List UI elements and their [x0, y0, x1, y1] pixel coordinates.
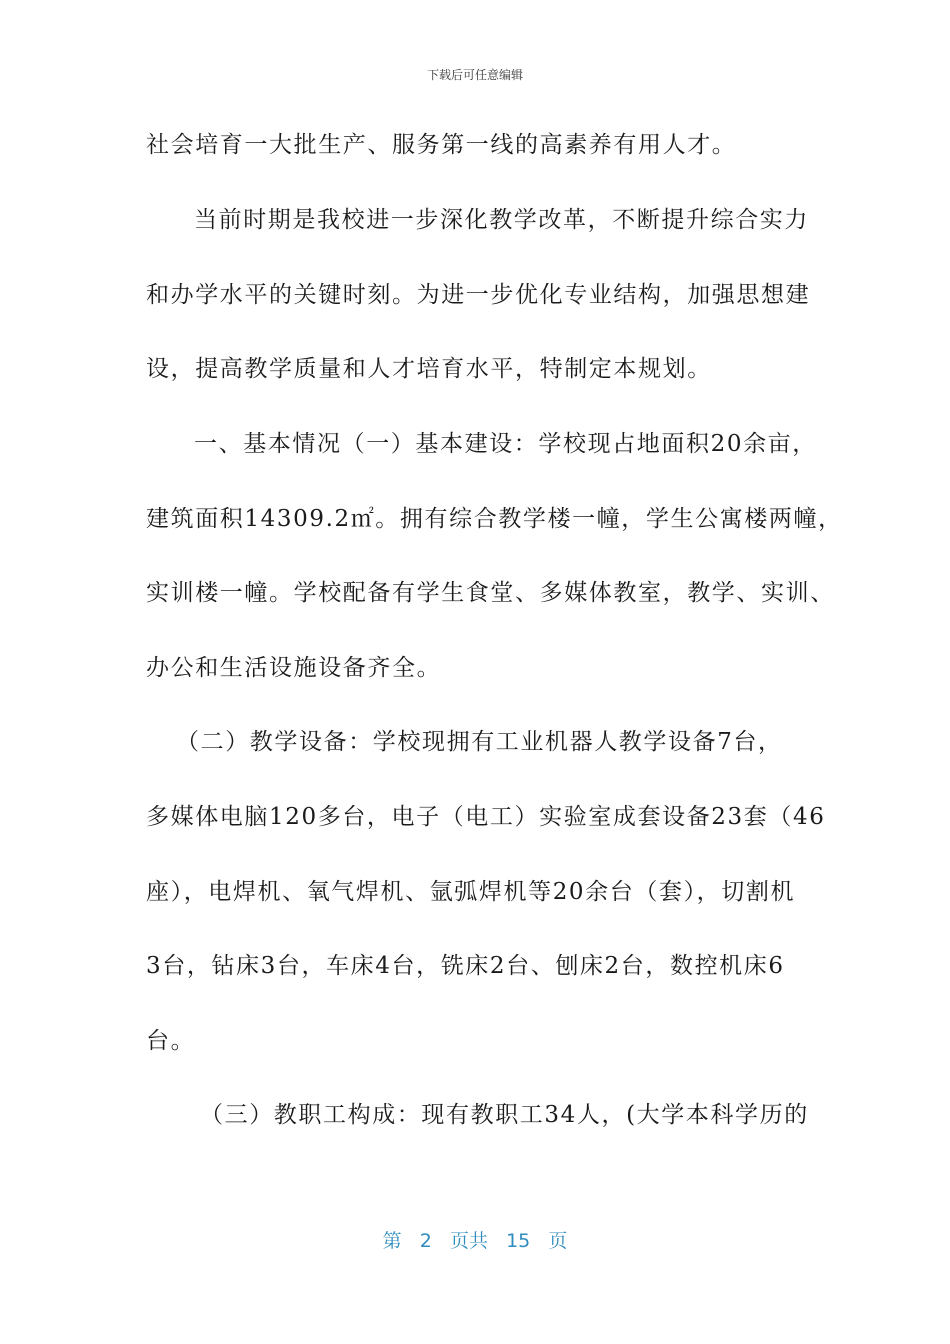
text-line: 建筑面积14309.2㎡。拥有综合教学楼一幢，学生公寓楼两幢， — [146, 506, 843, 532]
text-line: 设，提高教学质量和人才培育水平，特制定本规划。 — [146, 356, 712, 382]
page-label-mid: 页共 — [449, 1230, 488, 1252]
text-line: 当前时期是我校进一步深化教学改革，不断提升综合实力 — [194, 207, 809, 233]
page-label-prefix: 第 — [382, 1230, 402, 1252]
text-line: 和办学水平的关键时刻。为进一步优化专业结构，加强思想建 — [146, 282, 811, 308]
current-page-number: 2 — [419, 1230, 432, 1252]
text-line: 多媒体电脑120多台，电子（电工）实验室成套设备23套（46 — [146, 804, 826, 830]
text-line: 办公和生活设施设备齐全。 — [146, 655, 442, 681]
text-line: （二）教学设备：学校现拥有工业机器人教学设备7台， — [176, 729, 783, 755]
page-number-footer — [0, 1226, 950, 1253]
text-line: 实训楼一幢。学校配备有学生食堂、多媒体教室，教学、实训、 — [146, 580, 835, 606]
text-line: 3台，钻床3台，车床4台，铣床2台、刨床2台，数控机床6 — [146, 953, 785, 979]
page-label-suffix: 页 — [548, 1230, 568, 1252]
download-editable-note: 下载后可任意编辑 — [426, 68, 523, 82]
text-line: 座），电焊机、氧气焊机、氩弧焊机等20余台（套），切割机 — [146, 879, 796, 905]
total-pages-number: 15 — [506, 1230, 531, 1252]
text-line: （三）教职工构成：现有教职工34人，(大学本科学历的 — [200, 1102, 809, 1128]
text-line: 社会培育一大批生产、服务第一线的高素养有用人才。 — [146, 132, 737, 158]
text-line: 台。 — [146, 1028, 196, 1054]
text-line: 一、基本情况（一）基本建设：学校现占地面积20余亩， — [194, 431, 817, 457]
